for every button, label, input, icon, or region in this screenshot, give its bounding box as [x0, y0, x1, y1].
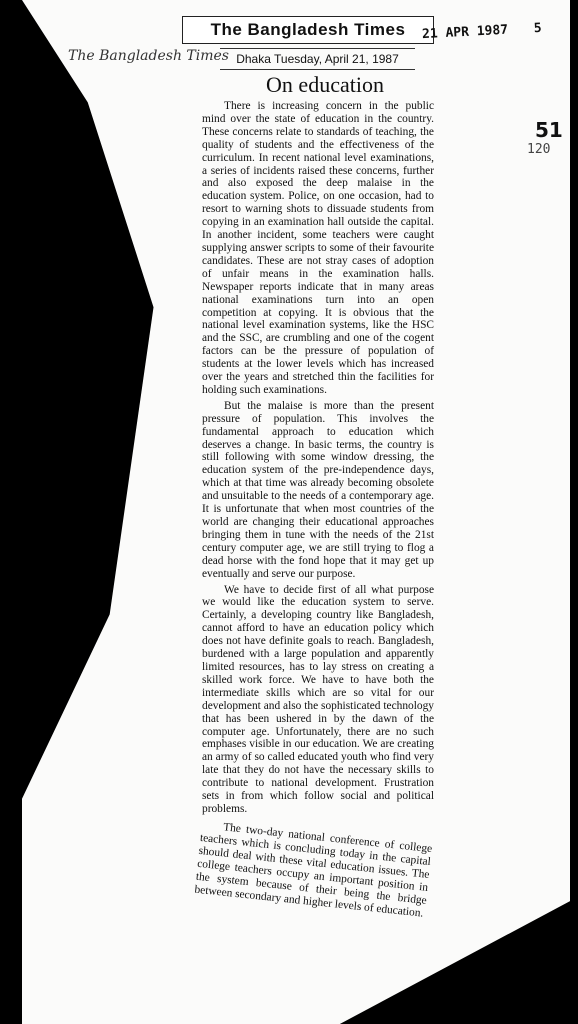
left-signature: The Bangladesh Times [68, 48, 229, 64]
clip-date-text: 21 APR 1987 [421, 22, 509, 43]
handwritten-number: 51 [535, 118, 563, 142]
dateline-text: Dhaka Tuesday, April 21, 1987 [236, 52, 399, 66]
clip-page-number: 5 [533, 20, 543, 37]
article-paragraph: There is increasing concern in the public mind over the state of education in the country. These concerns relate to standards of teaching, the quality of students and the effectiveness of the curriculum. In recent national level examinations, a series of incidents raised these concerns, further and also exposed the deep malaise in the education system. Police, on one occasion, had to resort to warning shots to dissuade students from copying in an examination hall outside the capital. In another incident, some teachers were caught supplying answer scripts to some of their favourite candidates. These are not stray cases of adoption of unfair means in the examination halls. Newspaper reports indicate that in many areas national examinations turn into an open competition at copying. It is obvious that the national level examination systems, like the HSC and the SSC, are crumbling and one of the cogent factors can be the pressure of population of students at the lower levels which has increased over the years and stretched thin the facilities for holding such examinations. [202, 100, 434, 396]
article-paragraph: But the malaise is more than the present pressure of population. This involves the fundamental approach to education which deserves a change. In basic terms, the country is still following with some window dressing, the education system of the pre-independence days, which at that time was already becoming obsolete and unsuitable to the needs of a contemporary age. It is unfortunate that when most countries of the world are changing their educational approaches bringing them in tune with the needs of the 21st century computer age, we are still trying to flog a dead horse with the fond hope that it may get up eventually and serve our purpose. [202, 399, 434, 580]
article-headline: On education [266, 72, 384, 97]
clipping-content [30, 0, 570, 1024]
article-paragraph: The two-day national conference of college teachers which is concluding today in the capital should deal with these vital education issues. The college teachers occupy an important position in the system because of their being the bridge between secondary and higher levels of education. [194, 821, 433, 919]
clip-date-stamp [422, 21, 542, 42]
article-body [194, 100, 434, 919]
dateline [220, 48, 415, 70]
masthead-title: The Bangladesh Times [210, 20, 406, 39]
stamped-number: 120 [527, 142, 551, 157]
masthead [182, 16, 434, 44]
article-paragraph: We have to decide first of all what purpose we would like the education system to serve. Certainly, a developing country like Bangladesh, cannot afford to have an education policy which does not have definite goals to reach. Bangladesh, burdened with a large population and apparently limited resources, has to lay stress on creating a skilled work force. We have to have both the intermediate skills which are so vital for our development and also the sophisticated technology that has been ushered in by the dawn of the computer age. Unfortunately, there are no such emphases visible in our education. We are creating an army of so called educated youth who find very late that they do not have the necessary skills to contribute to national development. Frustration sets in from which follow social and political problems. [202, 583, 434, 815]
